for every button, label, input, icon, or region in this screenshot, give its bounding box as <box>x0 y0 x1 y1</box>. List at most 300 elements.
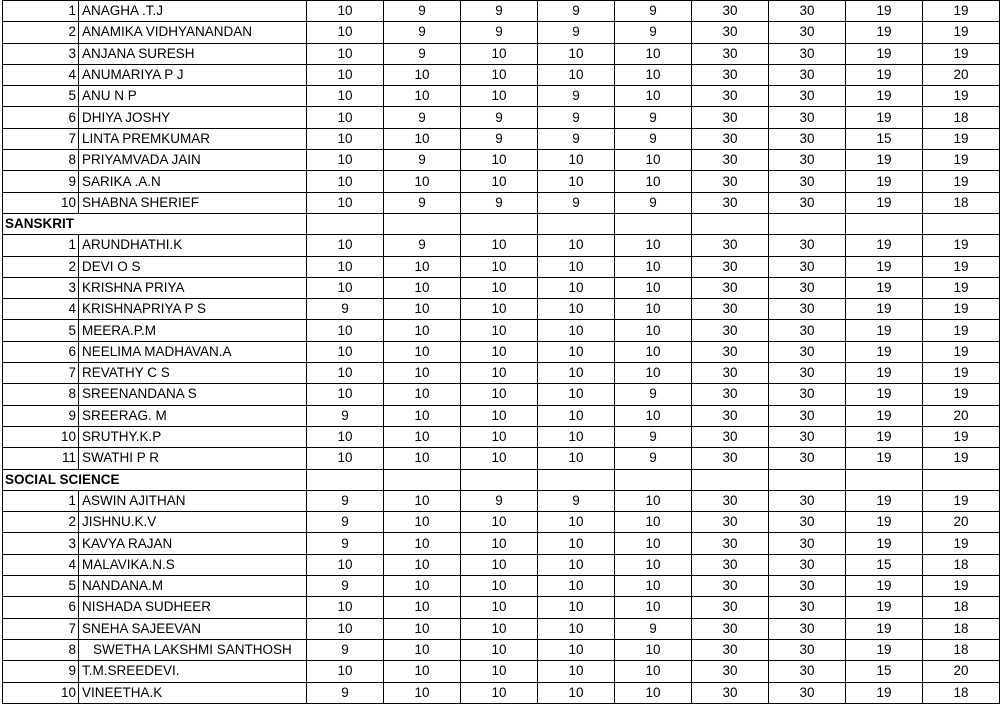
mark-cell: 19 <box>923 341 1000 362</box>
serial-number-cell: 1 <box>3 1 79 22</box>
table-row <box>3 448 1000 469</box>
mark-cell: 19 <box>846 171 923 192</box>
mark-cell: 10 <box>307 192 384 213</box>
empty-cell <box>615 469 692 490</box>
mark-cell: 30 <box>769 618 846 639</box>
mark-cell: 30 <box>692 277 769 298</box>
mark-cell: 19 <box>923 384 1000 405</box>
mark-cell: 30 <box>692 22 769 43</box>
serial-number-cell: 6 <box>3 341 79 362</box>
mark-cell: 30 <box>769 192 846 213</box>
mark-cell: 10 <box>538 341 615 362</box>
mark-cell: 10 <box>615 490 692 511</box>
table-row <box>3 299 1000 320</box>
empty-cell <box>461 469 538 490</box>
student-name-cell: VINEETHA.K <box>79 682 307 703</box>
mark-cell: 9 <box>307 639 384 660</box>
mark-cell: 10 <box>461 639 538 660</box>
mark-cell: 10 <box>538 448 615 469</box>
serial-number-cell: 4 <box>3 299 79 320</box>
mark-cell: 10 <box>307 384 384 405</box>
serial-number-cell: 1 <box>3 235 79 256</box>
mark-cell: 9 <box>384 107 461 128</box>
student-name-cell: MALAVIKA.N.S <box>79 554 307 575</box>
mark-cell: 18 <box>923 107 1000 128</box>
serial-number-cell: 7 <box>3 363 79 384</box>
mark-cell: 9 <box>384 22 461 43</box>
mark-cell: 30 <box>769 171 846 192</box>
mark-cell: 20 <box>923 405 1000 426</box>
mark-cell: 30 <box>769 22 846 43</box>
table-row <box>3 192 1000 213</box>
student-name-cell: KRISHNA PRIYA <box>79 277 307 298</box>
mark-cell: 10 <box>538 320 615 341</box>
mark-cell: 30 <box>692 86 769 107</box>
mark-cell: 9 <box>384 235 461 256</box>
mark-cell: 10 <box>538 426 615 447</box>
mark-cell: 10 <box>461 277 538 298</box>
mark-cell: 10 <box>307 277 384 298</box>
mark-cell: 10 <box>307 554 384 575</box>
mark-cell: 9 <box>307 682 384 703</box>
empty-cell <box>692 213 769 234</box>
mark-cell: 10 <box>461 43 538 64</box>
serial-number-cell: 7 <box>3 128 79 149</box>
mark-cell: 10 <box>307 448 384 469</box>
table-row <box>3 618 1000 639</box>
table-row <box>3 426 1000 447</box>
mark-cell: 10 <box>384 64 461 85</box>
section-header-row <box>3 469 1000 490</box>
mark-cell: 20 <box>923 512 1000 533</box>
mark-cell: 10 <box>307 43 384 64</box>
mark-cell: 10 <box>538 299 615 320</box>
mark-cell: 30 <box>692 171 769 192</box>
mark-cell: 19 <box>923 128 1000 149</box>
mark-cell: 10 <box>461 256 538 277</box>
serial-number-cell: 6 <box>3 597 79 618</box>
mark-cell: 30 <box>692 512 769 533</box>
mark-cell: 9 <box>538 1 615 22</box>
mark-cell: 10 <box>384 426 461 447</box>
table-row <box>3 22 1000 43</box>
empty-cell <box>692 469 769 490</box>
serial-number-cell: 3 <box>3 43 79 64</box>
mark-cell: 10 <box>615 299 692 320</box>
mark-cell: 19 <box>846 299 923 320</box>
table-row <box>3 554 1000 575</box>
serial-number-cell: 8 <box>3 639 79 660</box>
mark-cell: 9 <box>384 1 461 22</box>
mark-cell: 30 <box>692 639 769 660</box>
mark-cell: 19 <box>846 22 923 43</box>
mark-cell: 10 <box>615 363 692 384</box>
student-name-cell: SREENANDANA S <box>79 384 307 405</box>
mark-cell: 30 <box>769 597 846 618</box>
empty-cell <box>769 213 846 234</box>
mark-cell: 19 <box>846 86 923 107</box>
student-name-cell: SWATHI P R <box>79 448 307 469</box>
mark-cell: 10 <box>384 554 461 575</box>
mark-cell: 10 <box>615 320 692 341</box>
mark-cell: 10 <box>384 512 461 533</box>
mark-cell: 19 <box>846 1 923 22</box>
mark-cell: 9 <box>538 490 615 511</box>
mark-cell: 9 <box>538 128 615 149</box>
table-row <box>3 405 1000 426</box>
mark-cell: 18 <box>923 682 1000 703</box>
mark-cell: 10 <box>461 405 538 426</box>
mark-cell: 10 <box>307 235 384 256</box>
mark-cell: 10 <box>384 128 461 149</box>
mark-cell: 10 <box>461 384 538 405</box>
student-name-cell: NISHADA SUDHEER <box>79 597 307 618</box>
mark-cell: 10 <box>384 363 461 384</box>
mark-cell: 19 <box>923 448 1000 469</box>
mark-cell: 10 <box>615 277 692 298</box>
mark-cell: 10 <box>461 618 538 639</box>
student-name-cell: PRIYAMVADA JAIN <box>79 150 307 171</box>
mark-cell: 30 <box>769 490 846 511</box>
serial-number-cell: 1 <box>3 490 79 511</box>
mark-cell: 18 <box>923 597 1000 618</box>
mark-cell: 19 <box>846 277 923 298</box>
mark-cell: 30 <box>692 405 769 426</box>
table-row <box>3 235 1000 256</box>
student-name-cell: MEERA.P.M <box>79 320 307 341</box>
student-name-cell: DEVI O S <box>79 256 307 277</box>
student-name-cell: SWETHA LAKSHMI SANTHOSH <box>79 639 307 660</box>
mark-cell: 19 <box>846 384 923 405</box>
mark-cell: 20 <box>923 661 1000 682</box>
empty-cell <box>615 213 692 234</box>
mark-cell: 10 <box>461 64 538 85</box>
mark-cell: 19 <box>846 426 923 447</box>
mark-cell: 10 <box>461 576 538 597</box>
mark-cell: 30 <box>692 426 769 447</box>
mark-cell: 10 <box>307 1 384 22</box>
mark-cell: 10 <box>538 235 615 256</box>
mark-cell: 19 <box>846 576 923 597</box>
mark-cell: 10 <box>461 299 538 320</box>
mark-cell: 9 <box>461 22 538 43</box>
serial-number-cell: 3 <box>3 533 79 554</box>
mark-cell: 20 <box>923 64 1000 85</box>
mark-cell: 30 <box>769 426 846 447</box>
mark-cell: 10 <box>384 320 461 341</box>
mark-cell: 10 <box>538 43 615 64</box>
student-name-cell: NEELIMA MADHAVAN.A <box>79 341 307 362</box>
student-name-cell: ANUMARIYA P J <box>79 64 307 85</box>
mark-cell: 19 <box>923 363 1000 384</box>
mark-cell: 19 <box>923 277 1000 298</box>
mark-cell: 10 <box>384 682 461 703</box>
mark-cell: 10 <box>384 661 461 682</box>
mark-cell: 9 <box>461 192 538 213</box>
mark-cell: 10 <box>615 256 692 277</box>
mark-cell: 30 <box>692 597 769 618</box>
mark-cell: 30 <box>769 107 846 128</box>
mark-cell: 9 <box>307 299 384 320</box>
mark-cell: 30 <box>692 533 769 554</box>
mark-cell: 18 <box>923 554 1000 575</box>
mark-cell: 10 <box>615 597 692 618</box>
mark-cell: 10 <box>615 235 692 256</box>
mark-cell: 15 <box>846 554 923 575</box>
mark-cell: 9 <box>461 1 538 22</box>
empty-cell <box>846 213 923 234</box>
mark-cell: 10 <box>461 86 538 107</box>
mark-cell: 10 <box>384 576 461 597</box>
mark-cell: 19 <box>846 150 923 171</box>
mark-cell: 10 <box>538 639 615 660</box>
mark-cell: 30 <box>769 299 846 320</box>
mark-cell: 10 <box>384 405 461 426</box>
mark-cell: 19 <box>846 639 923 660</box>
empty-cell <box>769 469 846 490</box>
mark-cell: 19 <box>923 299 1000 320</box>
mark-cell: 19 <box>846 363 923 384</box>
serial-number-cell: 10 <box>3 192 79 213</box>
mark-cell: 30 <box>769 405 846 426</box>
mark-cell: 30 <box>769 448 846 469</box>
mark-cell: 10 <box>615 576 692 597</box>
table-row <box>3 320 1000 341</box>
mark-cell: 10 <box>461 682 538 703</box>
mark-cell: 9 <box>538 107 615 128</box>
mark-cell: 10 <box>307 22 384 43</box>
student-name-cell: SRUTHY.K.P <box>79 426 307 447</box>
mark-cell: 10 <box>384 533 461 554</box>
mark-cell: 19 <box>846 256 923 277</box>
mark-cell: 30 <box>692 107 769 128</box>
table-row <box>3 86 1000 107</box>
mark-cell: 10 <box>538 277 615 298</box>
mark-cell: 10 <box>307 128 384 149</box>
mark-cell: 19 <box>923 150 1000 171</box>
mark-cell: 10 <box>461 320 538 341</box>
mark-cell: 10 <box>461 554 538 575</box>
mark-cell: 10 <box>461 150 538 171</box>
mark-cell: 10 <box>307 341 384 362</box>
empty-cell <box>538 213 615 234</box>
mark-cell: 10 <box>615 171 692 192</box>
mark-cell: 10 <box>615 43 692 64</box>
table-row <box>3 490 1000 511</box>
student-name-cell: JISHNU.K.V <box>79 512 307 533</box>
empty-cell <box>923 213 1000 234</box>
serial-number-cell: 9 <box>3 171 79 192</box>
mark-cell: 10 <box>615 150 692 171</box>
table-row <box>3 576 1000 597</box>
table-row <box>3 128 1000 149</box>
mark-cell: 10 <box>307 171 384 192</box>
student-name-cell: DHIYA JOSHY <box>79 107 307 128</box>
empty-cell <box>384 213 461 234</box>
mark-cell: 19 <box>846 341 923 362</box>
serial-number-cell: 3 <box>3 277 79 298</box>
mark-cell: 10 <box>615 405 692 426</box>
mark-cell: 19 <box>846 235 923 256</box>
mark-cell: 30 <box>692 682 769 703</box>
mark-cell: 9 <box>615 192 692 213</box>
table-row <box>3 384 1000 405</box>
mark-cell: 30 <box>692 1 769 22</box>
mark-cell: 19 <box>923 86 1000 107</box>
mark-cell: 30 <box>692 576 769 597</box>
empty-cell <box>538 469 615 490</box>
mark-cell: 30 <box>692 448 769 469</box>
table-row <box>3 512 1000 533</box>
table-row <box>3 363 1000 384</box>
mark-cell: 9 <box>615 128 692 149</box>
mark-cell: 19 <box>923 171 1000 192</box>
mark-cell: 10 <box>384 490 461 511</box>
mark-cell: 10 <box>384 639 461 660</box>
serial-number-cell: 8 <box>3 384 79 405</box>
mark-cell: 10 <box>307 64 384 85</box>
student-name-cell: NANDANA.M <box>79 576 307 597</box>
mark-cell: 30 <box>769 384 846 405</box>
student-name-cell: ANAMIKA VIDHYANANDAN <box>79 22 307 43</box>
mark-cell: 30 <box>692 363 769 384</box>
mark-cell: 30 <box>769 277 846 298</box>
student-name-cell: SREERAG. M <box>79 405 307 426</box>
mark-cell: 19 <box>923 43 1000 64</box>
mark-cell: 18 <box>923 618 1000 639</box>
mark-cell: 10 <box>461 235 538 256</box>
mark-cell: 10 <box>384 299 461 320</box>
mark-cell: 30 <box>769 341 846 362</box>
mark-cell: 10 <box>307 363 384 384</box>
serial-number-cell: 9 <box>3 661 79 682</box>
mark-cell: 19 <box>846 618 923 639</box>
mark-cell: 30 <box>769 661 846 682</box>
mark-cell: 30 <box>692 384 769 405</box>
mark-cell: 30 <box>769 1 846 22</box>
mark-cell: 30 <box>769 682 846 703</box>
mark-cell: 30 <box>769 512 846 533</box>
serial-number-cell: 2 <box>3 22 79 43</box>
mark-cell: 30 <box>692 256 769 277</box>
serial-number-cell: 7 <box>3 618 79 639</box>
table-row <box>3 107 1000 128</box>
mark-cell: 10 <box>384 618 461 639</box>
mark-cell: 10 <box>384 448 461 469</box>
mark-cell: 30 <box>692 299 769 320</box>
student-name-cell: LINTA PREMKUMAR <box>79 128 307 149</box>
student-name-cell: ARUNDHATHI.K <box>79 235 307 256</box>
table-row <box>3 171 1000 192</box>
mark-cell: 10 <box>538 576 615 597</box>
mark-cell: 10 <box>615 533 692 554</box>
mark-cell: 19 <box>923 576 1000 597</box>
table-row <box>3 533 1000 554</box>
mark-cell: 10 <box>461 512 538 533</box>
mark-cell: 10 <box>384 277 461 298</box>
mark-cell: 10 <box>307 150 384 171</box>
table-body <box>3 1 1000 704</box>
mark-cell: 30 <box>692 43 769 64</box>
mark-cell: 10 <box>307 618 384 639</box>
mark-cell: 19 <box>846 448 923 469</box>
mark-cell: 10 <box>384 171 461 192</box>
serial-number-cell: 4 <box>3 64 79 85</box>
mark-cell: 30 <box>769 150 846 171</box>
table-row <box>3 341 1000 362</box>
mark-cell: 18 <box>923 639 1000 660</box>
mark-cell: 30 <box>769 639 846 660</box>
mark-cell: 10 <box>538 554 615 575</box>
student-name-cell: KRISHNAPRIYA P S <box>79 299 307 320</box>
mark-cell: 9 <box>307 533 384 554</box>
mark-cell: 10 <box>461 171 538 192</box>
mark-cell: 10 <box>307 86 384 107</box>
mark-cell: 9 <box>615 618 692 639</box>
mark-cell: 30 <box>769 43 846 64</box>
mark-cell: 9 <box>384 43 461 64</box>
mark-cell: 9 <box>538 22 615 43</box>
mark-cell: 10 <box>461 661 538 682</box>
mark-cell: 30 <box>692 192 769 213</box>
mark-cell: 19 <box>846 533 923 554</box>
mark-cell: 30 <box>769 256 846 277</box>
mark-cell: 10 <box>615 554 692 575</box>
mark-cell: 10 <box>538 405 615 426</box>
mark-cell: 19 <box>846 107 923 128</box>
mark-cell: 10 <box>461 426 538 447</box>
mark-cell: 10 <box>538 661 615 682</box>
table-row <box>3 597 1000 618</box>
mark-cell: 10 <box>461 448 538 469</box>
serial-number-cell: 9 <box>3 405 79 426</box>
mark-cell: 10 <box>461 533 538 554</box>
mark-cell: 30 <box>769 363 846 384</box>
mark-cell: 19 <box>846 64 923 85</box>
mark-cell: 9 <box>307 490 384 511</box>
mark-cell: 10 <box>615 341 692 362</box>
section-title: SANSKRIT <box>3 213 307 234</box>
mark-cell: 19 <box>923 1 1000 22</box>
student-name-cell: SHABNA SHERIEF <box>79 192 307 213</box>
table-row <box>3 639 1000 660</box>
mark-cell: 9 <box>461 128 538 149</box>
table-row <box>3 64 1000 85</box>
student-name-cell: ASWIN AJITHAN <box>79 490 307 511</box>
table-row <box>3 1 1000 22</box>
mark-cell: 10 <box>615 64 692 85</box>
serial-number-cell: 2 <box>3 256 79 277</box>
empty-cell <box>923 469 1000 490</box>
mark-cell: 30 <box>692 341 769 362</box>
mark-cell: 9 <box>615 426 692 447</box>
mark-cell: 10 <box>538 256 615 277</box>
mark-cell: 19 <box>923 22 1000 43</box>
mark-cell: 10 <box>461 597 538 618</box>
mark-cell: 10 <box>615 682 692 703</box>
student-name-cell: REVATHY C S <box>79 363 307 384</box>
serial-number-cell: 10 <box>3 426 79 447</box>
student-name-cell: ANJANA SURESH <box>79 43 307 64</box>
marks-table <box>2 0 1000 704</box>
mark-cell: 10 <box>615 86 692 107</box>
mark-cell: 30 <box>692 554 769 575</box>
mark-cell: 30 <box>769 554 846 575</box>
mark-cell: 30 <box>692 235 769 256</box>
mark-cell: 9 <box>461 490 538 511</box>
mark-cell: 19 <box>923 533 1000 554</box>
serial-number-cell: 10 <box>3 682 79 703</box>
